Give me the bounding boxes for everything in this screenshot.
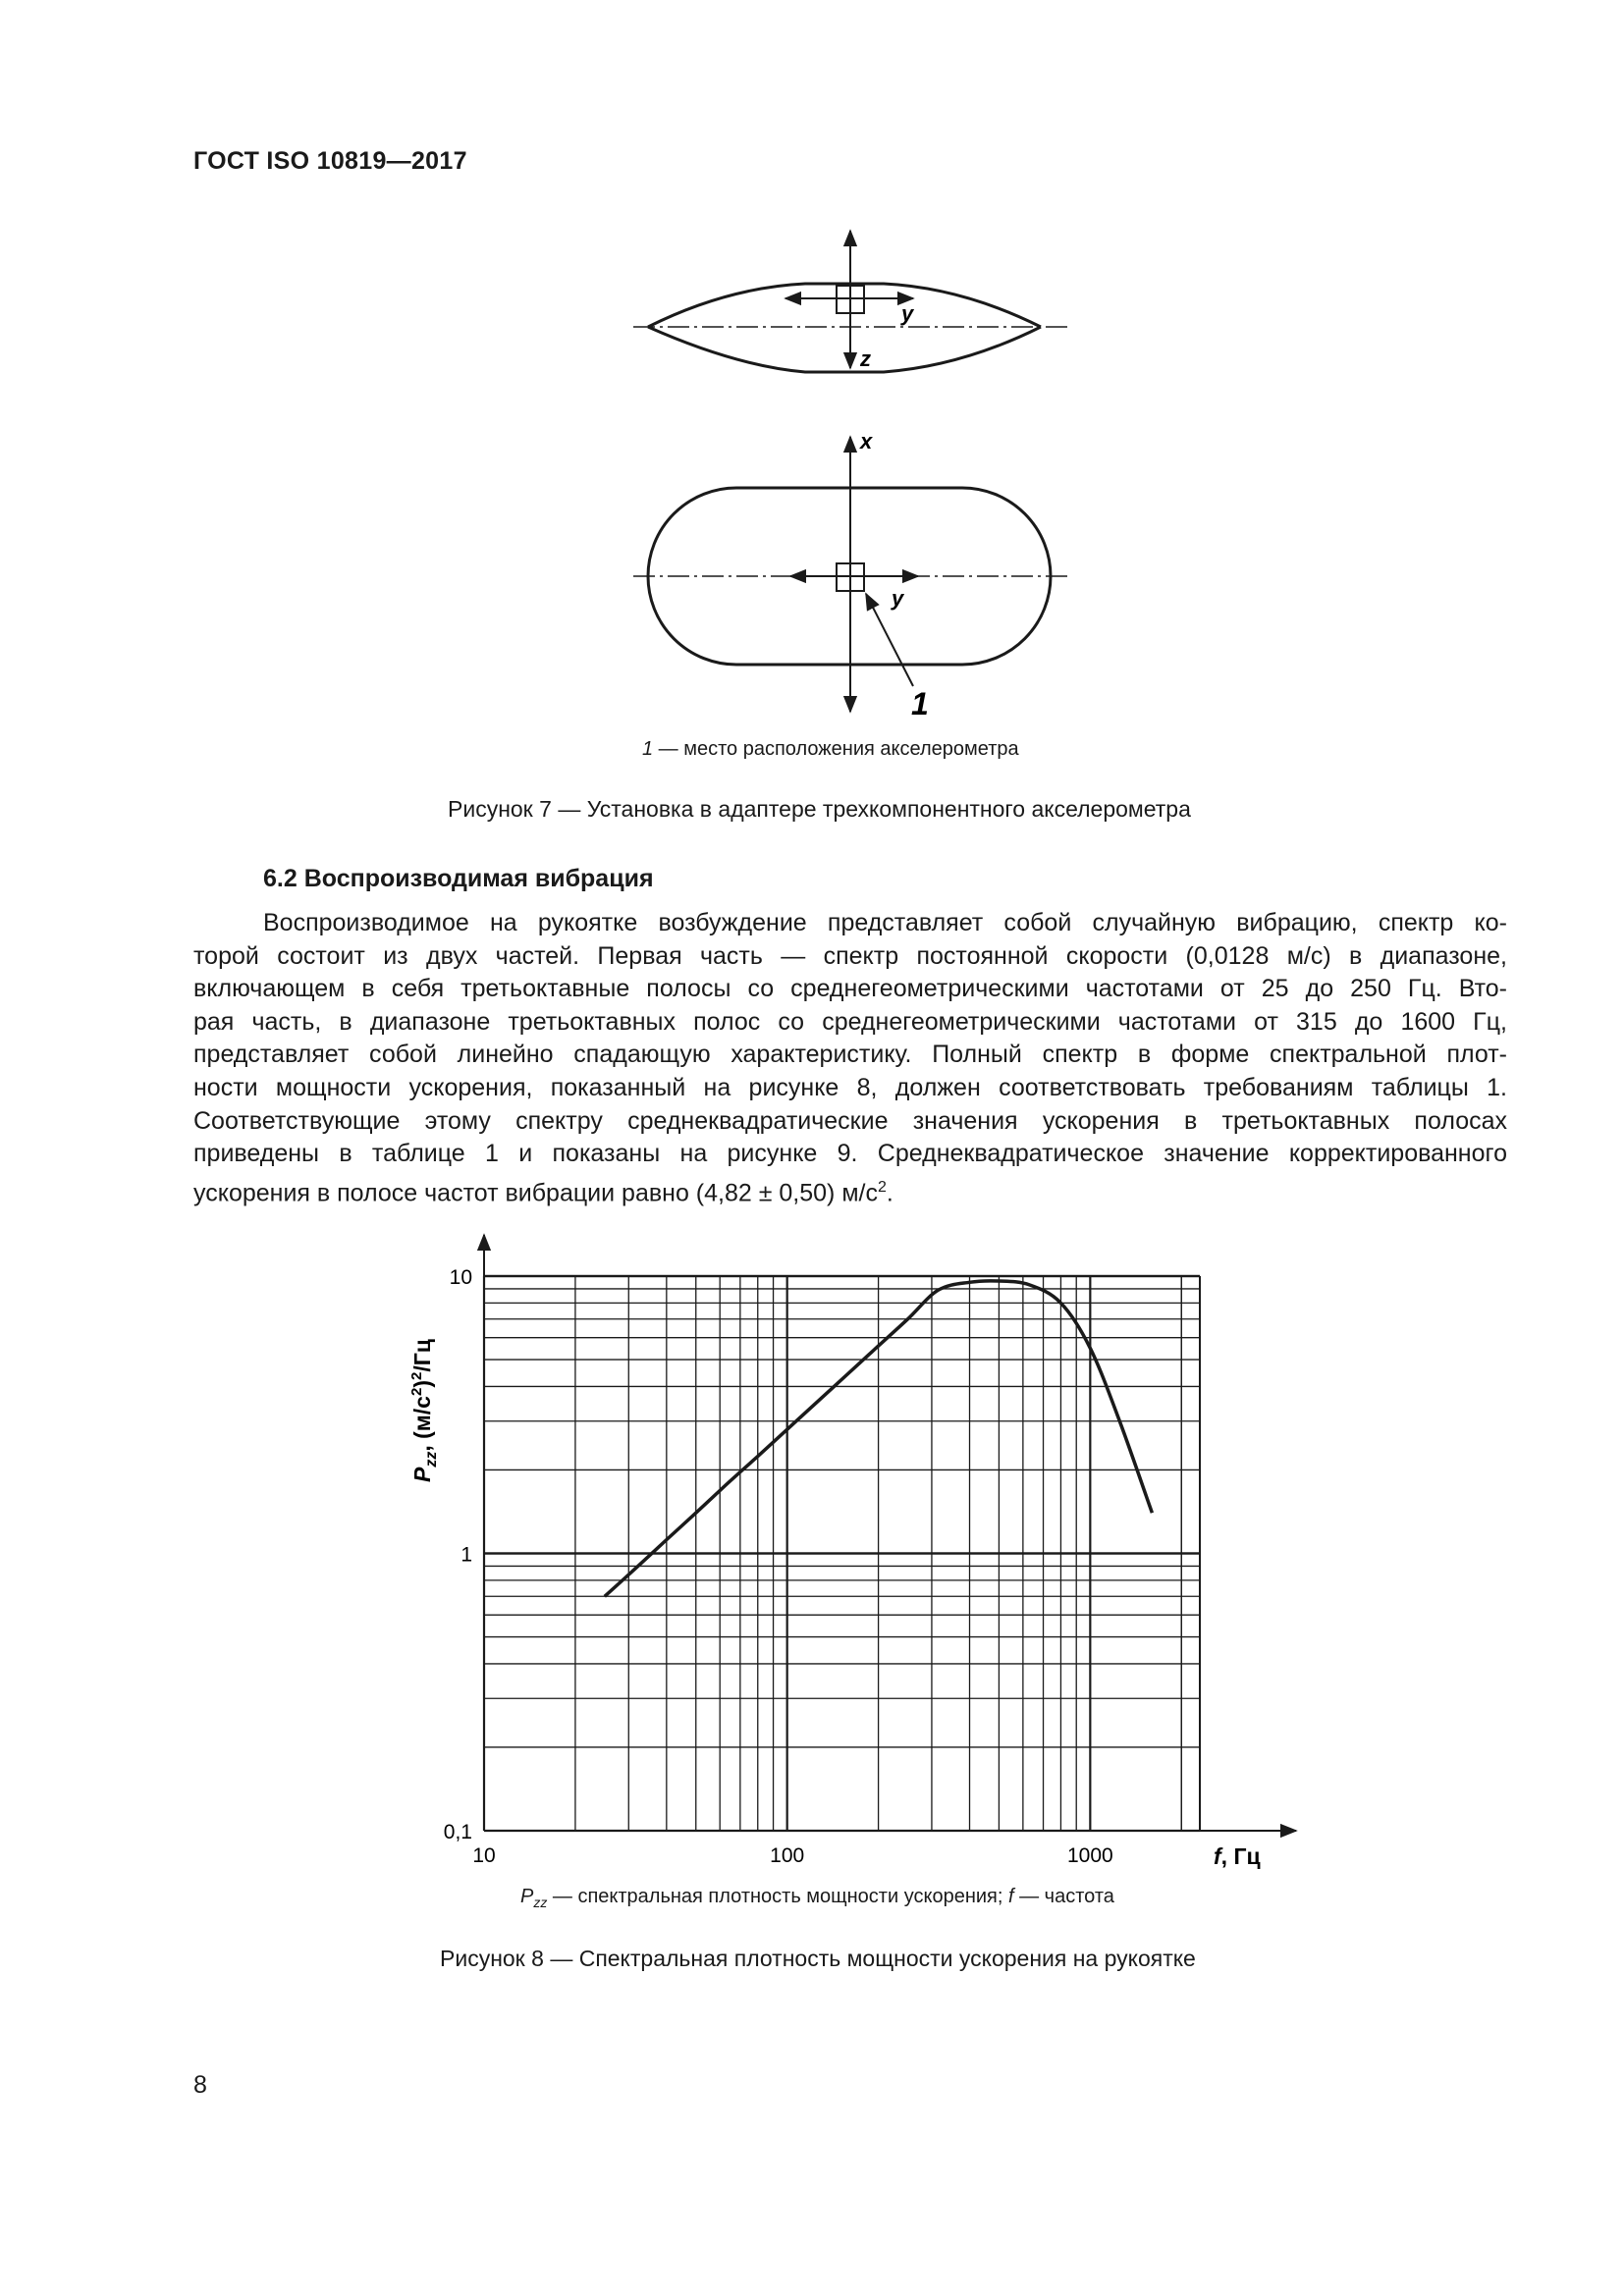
adapter-bottom-curve	[648, 327, 1041, 372]
y-axis-label-sup: 2	[408, 1387, 425, 1397]
y-axis-label-unit-c: /Гц	[409, 1339, 435, 1372]
y-axis-label-unit-b: )	[409, 1380, 435, 1388]
figure-7-legend-number: 1	[642, 738, 654, 760]
callout-leader	[866, 594, 913, 686]
z-label: z	[860, 347, 871, 371]
y-axis-label	[408, 1339, 440, 1482]
psd-chart	[393, 1217, 1316, 1885]
x-tick-label: 10	[472, 1844, 496, 1867]
figure-8-caption: Рисунок 8 — Спектральная плотность мощности ускорения на рукоятке	[440, 1946, 1196, 1971]
y-tick-label: 10	[449, 1266, 472, 1289]
adapter-top-curve	[648, 284, 1041, 327]
legend-text-1: — спектральная плотность мощности ускорения;	[547, 1886, 1008, 1907]
y-tick-label: 0,1	[443, 1821, 472, 1843]
legend-f: f	[1007, 1886, 1014, 1907]
figure-7-drawing	[589, 221, 1080, 731]
adapter-side-view	[633, 231, 1067, 372]
y-tick-label: 1	[460, 1543, 472, 1567]
body-line: ности мощности ускорения, показанный на рисунке 8, должен соответствовать требованиям таблицы 1.	[193, 1073, 1507, 1101]
body-line: рая часть, в диапазоне третьоктавных полос со среднегеометрическими частотами от 315 до 1600 Гц,	[193, 1007, 1507, 1036]
body-line: Воспроизводимое на рукоятке возбуждение представляет собой случайную вибрацию, спектр ко-	[263, 909, 1507, 936]
y-tick-labels	[444, 1266, 472, 1843]
y-axis-label-sub: zz	[423, 1451, 440, 1468]
y-label-bottom: y	[892, 586, 904, 611]
figure-7-legend-text: — место расположения акселерометра	[653, 738, 1019, 760]
x-axis-label	[1214, 1843, 1261, 1869]
legend-p: P	[520, 1886, 534, 1907]
figure-7-legend	[642, 738, 1019, 761]
legend-sub: zz	[533, 1895, 548, 1910]
y-axis-label-var: P	[409, 1467, 435, 1482]
y-label-top: y	[901, 301, 914, 326]
section-body	[193, 907, 1507, 1207]
body-line: представляет собой линейно спадающую характеристику. Полный спектр в форме спектральной плот-	[193, 1041, 1507, 1069]
body-line: включающем в себя третьоктавные полосы со среднегеометрическими частотами от 25 до 250 Гц. Вто-	[193, 975, 1507, 1003]
body-line: Соответствующие этому спектру среднеквадратические значения ускорения в третьоктавных полосах	[193, 1106, 1507, 1135]
body-line-last-text: ускорения в полосе частот вибрации равно (4,82 ± 0,50) м/с	[193, 1179, 878, 1207]
body-line: торой состоит из двух частей. Первая часть — спектр постоянной скорости (0,0128 м/с) в диапазоне,	[193, 941, 1507, 970]
figure-8-legend	[520, 1886, 1114, 1910]
figure-7-caption: Рисунок 7 — Установка в адаптере трехкомпонентного акселерометра	[448, 796, 1191, 822]
y-axis-label-sup2: 2	[408, 1371, 425, 1380]
x-axis-label-unit: , Гц	[1220, 1843, 1261, 1869]
callout-number: 1	[911, 686, 929, 721]
x-tick-labels	[472, 1844, 1112, 1867]
body-line-last-sup: 2	[877, 1178, 887, 1196]
legend-text-2: — частота	[1013, 1886, 1114, 1907]
document-header: ГОСТ ISO 10819—2017	[193, 147, 467, 175]
adapter-top-view	[633, 429, 1067, 721]
body-line-last	[193, 1171, 1507, 1207]
x-axis-label-var: f	[1214, 1843, 1221, 1869]
x-tick-label: 1000	[1066, 1844, 1113, 1867]
x-label: x	[860, 429, 873, 454]
figure-7	[589, 221, 1080, 736]
x-tick-label: 100	[770, 1844, 805, 1867]
page-number: 8	[193, 2071, 207, 2099]
figure-8	[393, 1217, 1316, 1890]
body-line: приведены в таблице 1 и показаны на рисунке 9. Среднеквадратическое значение корректированного	[193, 1140, 1507, 1168]
y-axis-label-unit-a: , (м/с	[409, 1396, 435, 1452]
section-heading: 6.2 Воспроизводимая вибрация	[263, 865, 654, 892]
body-line-last-end: .	[886, 1179, 893, 1207]
